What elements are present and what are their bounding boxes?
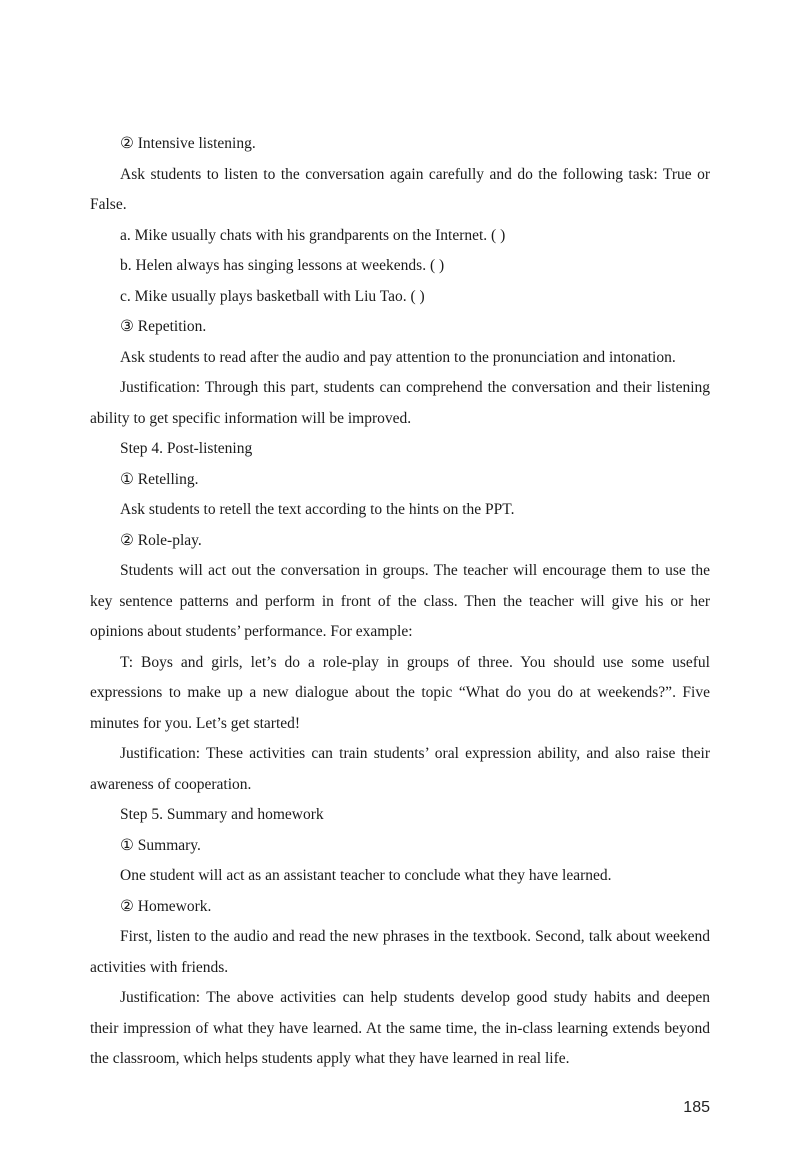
paragraph-role-play-instructions: Students will act out the conversation in groups. The teacher will encourage them to use the key sentence patterns and perform in front of the class. Then the teacher will give his or her opinions about students’ performance. For example:	[90, 562, 710, 640]
paragraph-justification-homework: Justification: The above activities can help students develop good study habits and deepen their impression of what they have learned. At the same time, the in-class learning extends beyond the classroom, which helps students apply what they have learned in real life.	[90, 989, 710, 1067]
subsection-heading-role-play: ② Role-play.	[120, 531, 202, 549]
page-body	[90, 129, 710, 1075]
step-heading-summary-homework: Step 5. Summary and homework	[120, 806, 324, 823]
subsection-heading-retelling: ① Retelling.	[120, 470, 199, 488]
true-false-item-a: a. Mike usually chats with his grandparents on the Internet. ( )	[120, 226, 506, 244]
paragraph-retelling-instructions: Ask students to retell the text according to the hints on the PPT.	[120, 501, 515, 518]
paragraph-summary-instructions: One student will act as an assistant teacher to conclude what they have learned.	[120, 867, 612, 884]
true-false-item-c: c. Mike usually plays basketball with Liu Tao. ( )	[120, 287, 425, 305]
paragraph-justification-role-play: Justification: These activities can train students’ oral expression ability, and also raise their awareness of cooperation.	[90, 745, 710, 793]
paragraph-teacher-example: T: Boys and girls, let’s do a role-play in groups of three. You should use some useful expressions to make up a new dialogue about the topic “What do you do at weekends?”. Five minutes for you. Let’s get started!	[90, 653, 710, 732]
page-number: 185	[683, 1099, 710, 1116]
subsection-heading-homework: ② Homework.	[120, 897, 212, 915]
paragraph-intensive-listening-instructions: Ask students to listen to the conversation again carefully and do the following task: True or False.	[90, 165, 710, 213]
paragraph-repetition-instructions: Ask students to read after the audio and pay attention to the pronunciation and intonation.	[120, 348, 676, 366]
subsection-heading-intensive-listening: ② Intensive listening.	[120, 135, 256, 152]
subsection-heading-summary: ① Summary.	[120, 836, 201, 854]
step-heading-post-listening: Step 4. Post-listening	[120, 440, 253, 457]
paragraph-justification-listening: Justification: Through this part, students can comprehend the conversation and their listening ability to get specific information will be improved.	[90, 379, 710, 427]
paragraph-homework-instructions: First, listen to the audio and read the new phrases in the textbook. Second, talk about weekend activities with friends.	[90, 928, 710, 976]
subsection-heading-repetition: ③ Repetition.	[120, 318, 207, 335]
true-false-item-b: b. Helen always has singing lessons at weekends. ( )	[120, 257, 445, 274]
